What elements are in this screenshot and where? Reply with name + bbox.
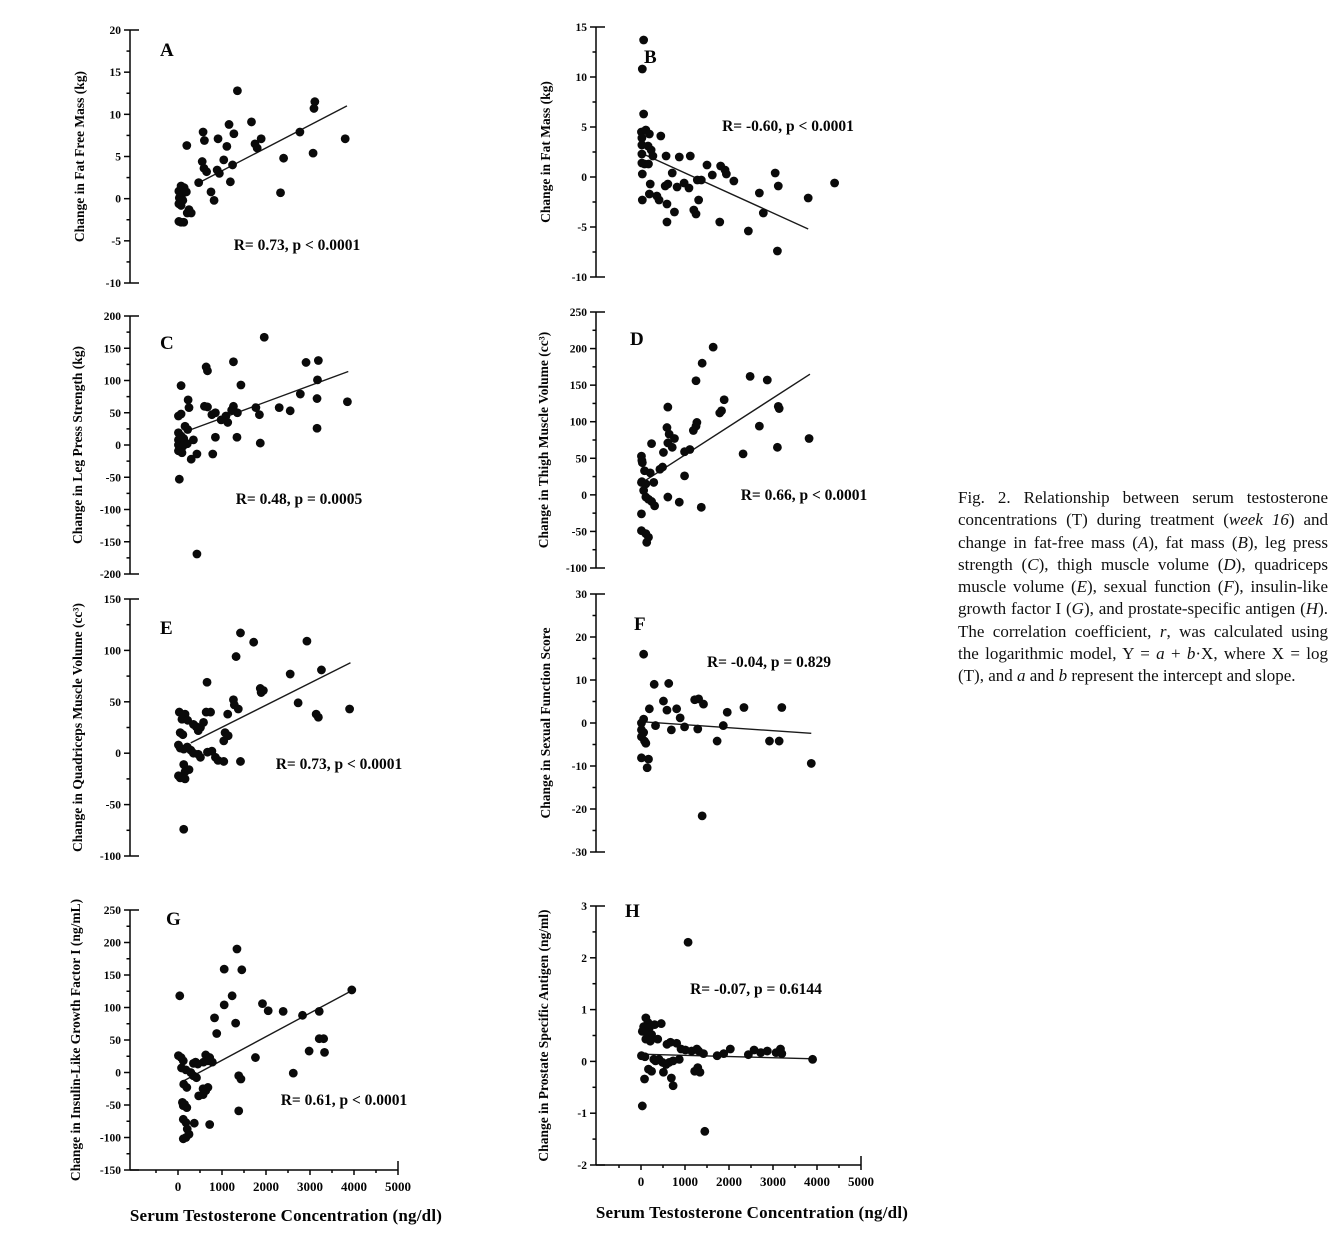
y-axis-title: Change in Sexual Function Score <box>538 627 553 819</box>
scatter-plot-A <box>60 10 480 300</box>
svg-text:100: 100 <box>103 645 121 658</box>
correlation-annotation: R= 0.61, p < 0.0001 <box>280 1092 408 1109</box>
svg-text:50: 50 <box>109 1035 121 1047</box>
svg-text:0: 0 <box>581 1056 587 1069</box>
svg-text:-10: -10 <box>105 278 121 290</box>
svg-text:2: 2 <box>581 952 587 965</box>
svg-text:-50: -50 <box>105 799 121 812</box>
panel-letter: E <box>160 618 173 639</box>
x-axis <box>130 1161 398 1175</box>
svg-text:-30: -30 <box>571 847 587 859</box>
svg-text:-2: -2 <box>577 1160 587 1172</box>
panel-E <box>60 585 480 885</box>
svg-text:-5: -5 <box>577 222 587 234</box>
panel-B <box>530 10 950 300</box>
y-tick-labels <box>566 307 587 575</box>
scatter-plot-E <box>60 585 480 885</box>
svg-text:-1: -1 <box>577 1108 587 1121</box>
data-points <box>637 938 817 1136</box>
svg-text:200: 200 <box>103 937 121 950</box>
svg-text:150: 150 <box>569 380 587 393</box>
y-tick-labels <box>572 22 588 284</box>
svg-text:150: 150 <box>103 343 121 356</box>
panel-letter: D <box>630 329 644 350</box>
panel-letter: C <box>160 333 174 354</box>
svg-text:2000: 2000 <box>253 1179 279 1194</box>
svg-text:50: 50 <box>109 696 121 709</box>
svg-text:10: 10 <box>575 72 587 84</box>
correlation-annotation: R= -0.60, p < 0.0001 <box>722 118 854 135</box>
correlation-annotation: R= -0.07, p = 0.6144 <box>690 981 822 998</box>
svg-text:0: 0 <box>581 718 587 730</box>
svg-text:1000: 1000 <box>209 1179 235 1194</box>
correlation-annotation: R= 0.66, p < 0.0001 <box>740 487 868 504</box>
figure-caption: Fig. 2. Relationship between serum testosterone concentrations (T) during treatment (week 16) and change in fat-free mass (A), fat mass (B), leg press strength (C), thigh muscle volume (D), quadriceps muscle volume (E), sexual function (F), insulin-like growth factor I (G), and prostate-specific antigen (H). The correlation coefficient, r, was calculated using the logarithmic model, Y = a + b·X, where X = log (T), and a and b represent the intercept and slope. <box>958 488 1328 686</box>
svg-text:10: 10 <box>109 109 121 122</box>
svg-text:-50: -50 <box>105 472 121 485</box>
y-tick-labels <box>577 901 587 1172</box>
x-tick-labels <box>175 1179 411 1194</box>
panel-C <box>60 300 480 590</box>
y-axis-title: Change in Leg Press Strength (kg) <box>70 346 85 544</box>
svg-text:30: 30 <box>575 589 587 601</box>
x-axis-title-left: Serum Testosterone Concentration (ng/dl) <box>129 1206 443 1225</box>
svg-text:200: 200 <box>103 311 121 323</box>
fit-line <box>191 663 351 743</box>
panel-letter: H <box>625 901 640 922</box>
correlation-annotation: R= 0.48, p = 0.0005 <box>235 491 363 508</box>
x-tick-labels <box>638 1174 874 1189</box>
panel-H <box>530 885 950 1230</box>
correlation-annotation: R= 0.73, p < 0.0001 <box>233 237 361 254</box>
svg-text:-50: -50 <box>105 1100 121 1112</box>
panel-A <box>60 10 480 300</box>
svg-text:-5: -5 <box>111 235 121 248</box>
y-tick-labels <box>106 25 122 290</box>
data-points <box>174 86 349 226</box>
y-axis-title: Change in Fat Mass (kg) <box>538 81 553 223</box>
y-axis <box>124 30 139 283</box>
svg-text:200: 200 <box>569 343 587 356</box>
panel-F <box>530 585 950 885</box>
svg-text:3000: 3000 <box>297 1179 323 1194</box>
y-axis <box>590 312 605 568</box>
y-tick-labels <box>572 589 588 859</box>
fit-line <box>191 371 348 429</box>
y-axis <box>124 599 139 856</box>
svg-text:2000: 2000 <box>716 1174 742 1189</box>
data-points <box>637 36 839 256</box>
svg-text:-100: -100 <box>99 851 121 863</box>
svg-text:4000: 4000 <box>341 1179 367 1194</box>
data-points <box>174 629 354 834</box>
data-points <box>637 650 816 820</box>
svg-text:-100: -100 <box>99 1132 121 1145</box>
svg-text:-10: -10 <box>571 272 587 284</box>
svg-text:0: 0 <box>115 440 121 452</box>
panel-letter: F <box>634 614 646 635</box>
svg-text:3: 3 <box>581 901 587 913</box>
svg-text:100: 100 <box>103 375 121 388</box>
y-axis-title: Change in Thigh Muscle Volume (cc³) <box>536 331 551 549</box>
y-tick-labels <box>100 311 121 581</box>
correlation-annotation: R= -0.04, p = 0.829 <box>706 654 832 671</box>
svg-text:250: 250 <box>569 307 587 319</box>
y-tick-labels <box>100 594 121 863</box>
svg-text:100: 100 <box>569 416 587 429</box>
svg-text:0: 0 <box>115 1067 121 1080</box>
svg-text:150: 150 <box>103 594 121 606</box>
y-axis <box>590 27 605 277</box>
y-axis-title: Change in Prostate Specific Antigen (ng/ml) <box>536 909 551 1162</box>
svg-text:15: 15 <box>109 67 121 80</box>
svg-text:5000: 5000 <box>848 1174 874 1189</box>
svg-text:0: 0 <box>581 172 587 184</box>
data-points <box>637 343 813 547</box>
x-axis-title-right: Serum Testosterone Concentration (ng/dl) <box>595 1203 909 1222</box>
svg-text:-150: -150 <box>99 1165 121 1177</box>
svg-text:0: 0 <box>174 1179 182 1194</box>
x-axis <box>596 1156 861 1170</box>
svg-text:0: 0 <box>581 489 587 502</box>
panel-letter: B <box>644 47 657 68</box>
panel-letter: A <box>160 40 174 61</box>
y-axis-title: Change in Fat Free Mass (kg) <box>72 70 87 243</box>
panel-D <box>530 300 950 590</box>
svg-text:-20: -20 <box>571 804 587 816</box>
scatter-plot-B <box>530 10 950 300</box>
svg-text:50: 50 <box>575 453 587 466</box>
svg-text:-150: -150 <box>99 536 121 549</box>
scatter-plot-D <box>530 300 950 590</box>
y-axis <box>590 906 605 1165</box>
data-points <box>174 945 356 1144</box>
svg-text:-100: -100 <box>565 563 587 575</box>
scatter-plot-F <box>530 585 950 885</box>
data-points <box>174 333 352 559</box>
svg-text:-100: -100 <box>99 504 121 517</box>
svg-text:250: 250 <box>103 905 121 917</box>
scatter-plot-H <box>530 885 950 1230</box>
svg-text:5000: 5000 <box>385 1179 411 1194</box>
svg-text:5: 5 <box>115 151 121 164</box>
svg-text:0: 0 <box>115 193 121 206</box>
svg-text:-200: -200 <box>99 569 121 581</box>
svg-text:3000: 3000 <box>760 1174 786 1189</box>
y-axis <box>124 316 139 574</box>
svg-text:1000: 1000 <box>672 1174 698 1189</box>
y-axis-title: Change in Insulin-Like Growth Factor I (ng/mL) <box>68 898 83 1182</box>
svg-text:5: 5 <box>581 122 587 134</box>
svg-text:20: 20 <box>109 25 121 37</box>
svg-text:15: 15 <box>575 22 587 34</box>
svg-text:100: 100 <box>103 1002 121 1015</box>
y-axis-title: Change in Quadriceps Muscle Volume (cc³) <box>70 603 85 852</box>
y-axis <box>124 910 139 1170</box>
svg-text:1: 1 <box>581 1004 587 1017</box>
svg-text:150: 150 <box>103 970 121 982</box>
svg-text:-50: -50 <box>571 526 587 539</box>
y-tick-labels <box>100 905 121 1177</box>
svg-text:50: 50 <box>109 407 121 420</box>
y-axis <box>590 594 605 852</box>
svg-text:0: 0 <box>637 1174 645 1189</box>
panel-G <box>60 885 480 1230</box>
svg-text:4000: 4000 <box>804 1174 830 1189</box>
scatter-plot-G <box>60 885 480 1230</box>
svg-text:20: 20 <box>575 632 587 644</box>
svg-text:10: 10 <box>575 675 587 687</box>
panel-letter: G <box>166 909 181 930</box>
svg-text:0: 0 <box>115 748 121 761</box>
scatter-plot-C <box>60 300 480 590</box>
correlation-annotation: R= 0.73, p < 0.0001 <box>275 756 403 773</box>
svg-text:-10: -10 <box>571 761 587 773</box>
